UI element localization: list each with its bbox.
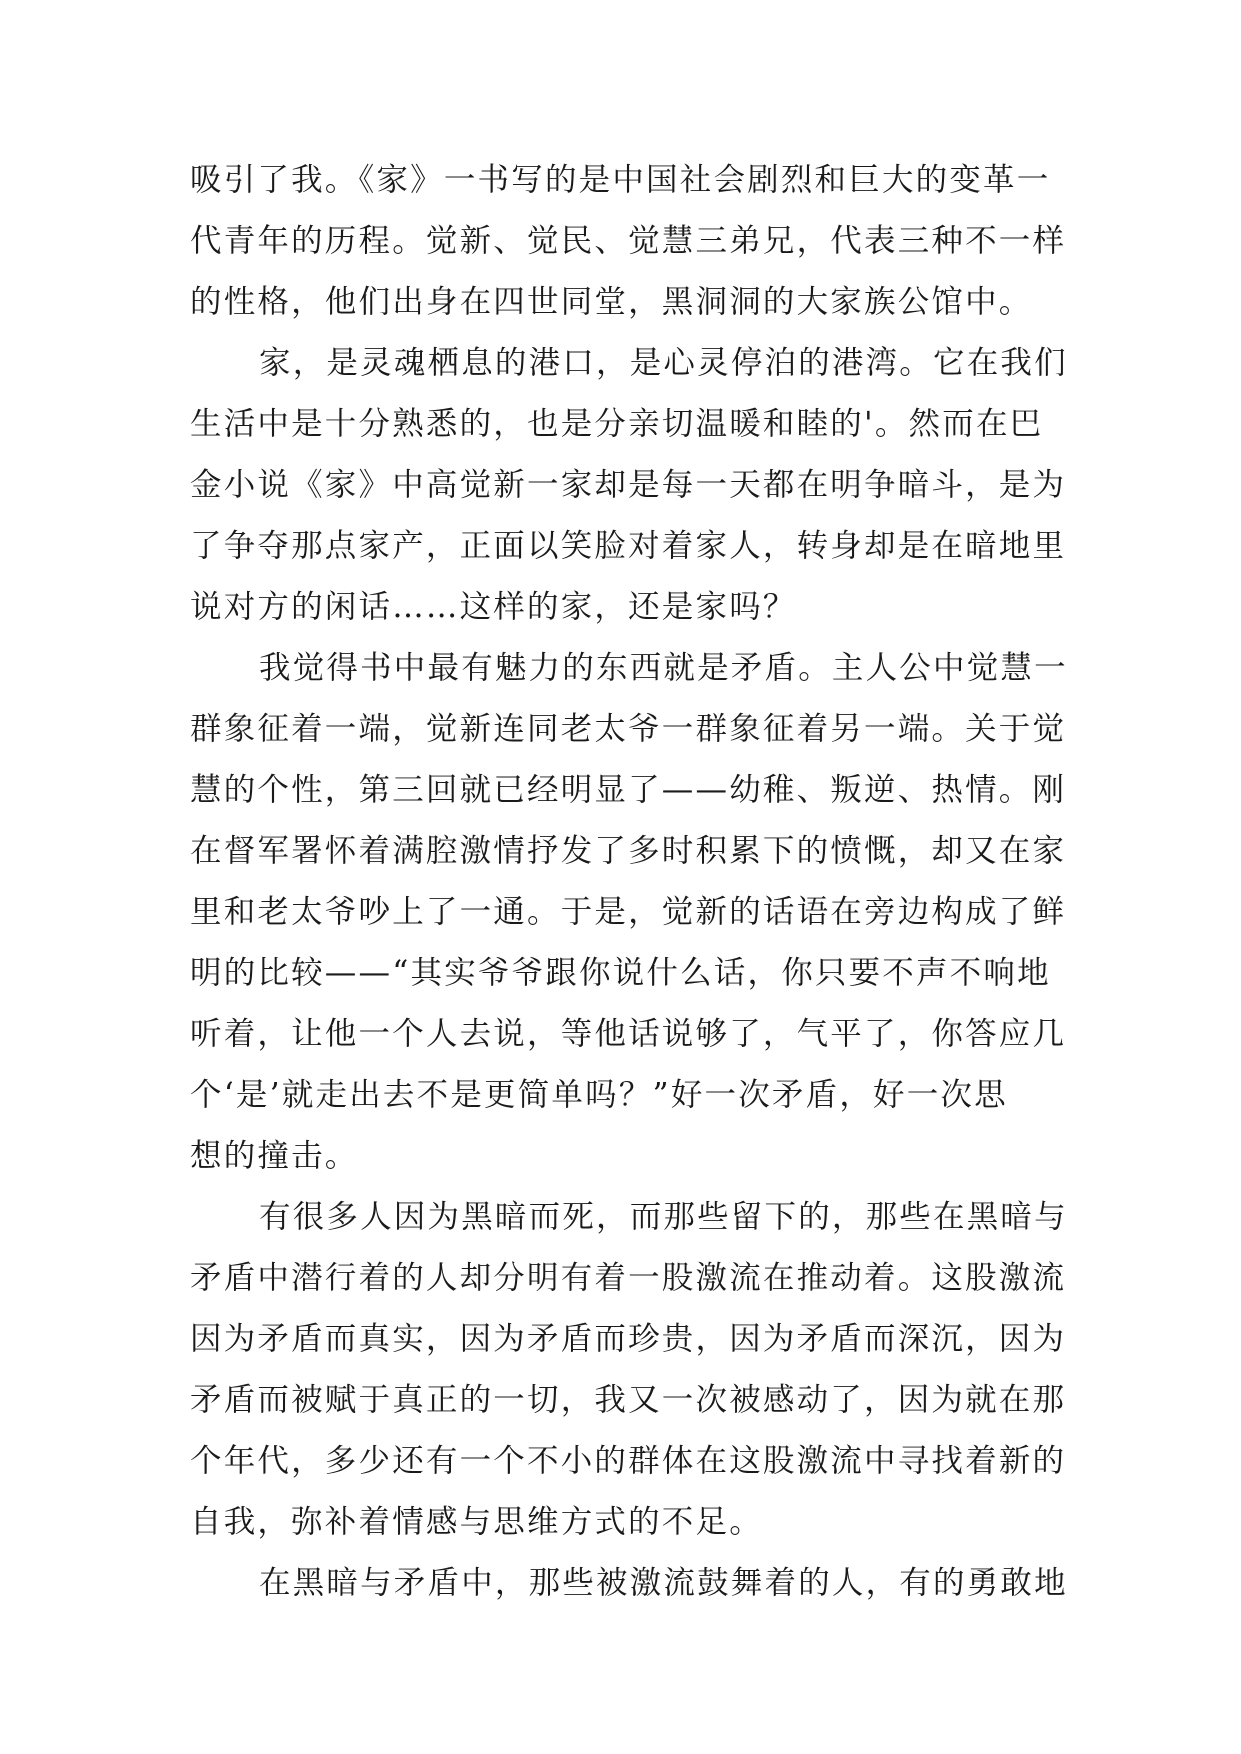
text-line: 群象征着一端，觉新连同老太爷一群象征着另一端。关于觉	[190, 711, 1067, 747]
text-line: 了争夺那点家产，正面以笑脸对着家人，转身却是在暗地里	[190, 528, 1067, 564]
text-line: 家，是灵魂栖息的港口，是心灵停泊的港湾。它在我们	[259, 345, 1068, 381]
text-line: 自我，弥补着情感与思维方式的不足。	[190, 1504, 763, 1540]
text-line: 说对方的闲话……这样的家，还是家吗？	[190, 589, 797, 625]
text-line: 明的比较——“其实爷爷跟你说什么话，你只要不声不响地	[190, 955, 1051, 991]
text-line: 金小说《家》中高觉新一家却是每一天都在明争暗斗，是为	[190, 467, 1067, 503]
text-line: 有很多人因为黑暗而死，而那些留下的，那些在黑暗与	[259, 1199, 1068, 1235]
text-line: 个年代，多少还有一个不小的群体在这股激流中寻找着新的	[190, 1443, 1067, 1479]
text-line: 吸引了我。《家》一书写的是中国社会剧烈和巨大的变革一	[190, 162, 1051, 198]
text-line: 听着，让他一个人去说，等他话说够了，气平了，你答应几	[190, 1016, 1067, 1052]
text-line: 生活中是十分熟悉的，也是分亲切温暖和睦的'。然而在巴	[190, 406, 1044, 442]
text-line: 的性格，他们出身在四世同堂，黑洞洞的大家族公馆中。	[190, 284, 1033, 320]
text-line: 矛盾中潜行着的人却分明有着一股激流在推动着。这股激流	[190, 1260, 1067, 1296]
text-line: 里和老太爷吵上了一通。于是，觉新的话语在旁边构成了鲜	[190, 894, 1067, 930]
text-line: 矛盾而被赋于真正的一切，我又一次被感动了，因为就在那	[190, 1382, 1067, 1418]
text-line: 想的撞击。	[190, 1138, 359, 1174]
text-line: 在黑暗与矛盾中，那些被激流鼓舞着的人，有的勇敢地	[259, 1565, 1068, 1601]
document-body	[190, 150, 1068, 1614]
text-line: 我觉得书中最有魅力的东西就是矛盾。主人公中觉慧一	[259, 650, 1068, 686]
text-line: 慧的个性，第三回就已经明显了——幼稚、叛逆、热情。刚	[190, 772, 1067, 808]
text-line: 个‘是’就走出去不是更简单吗？”好一次矛盾，好一次思	[190, 1077, 1008, 1113]
text-line: 代青年的历程。觉新、觉民、觉慧三弟兄，代表三种不一样	[190, 223, 1067, 259]
text-line: 因为矛盾而真实，因为矛盾而珍贵，因为矛盾而深沉，因为	[190, 1321, 1067, 1357]
text-line: 在督军署怀着满腔激情抒发了多时积累下的愤慨，却又在家	[190, 833, 1067, 869]
